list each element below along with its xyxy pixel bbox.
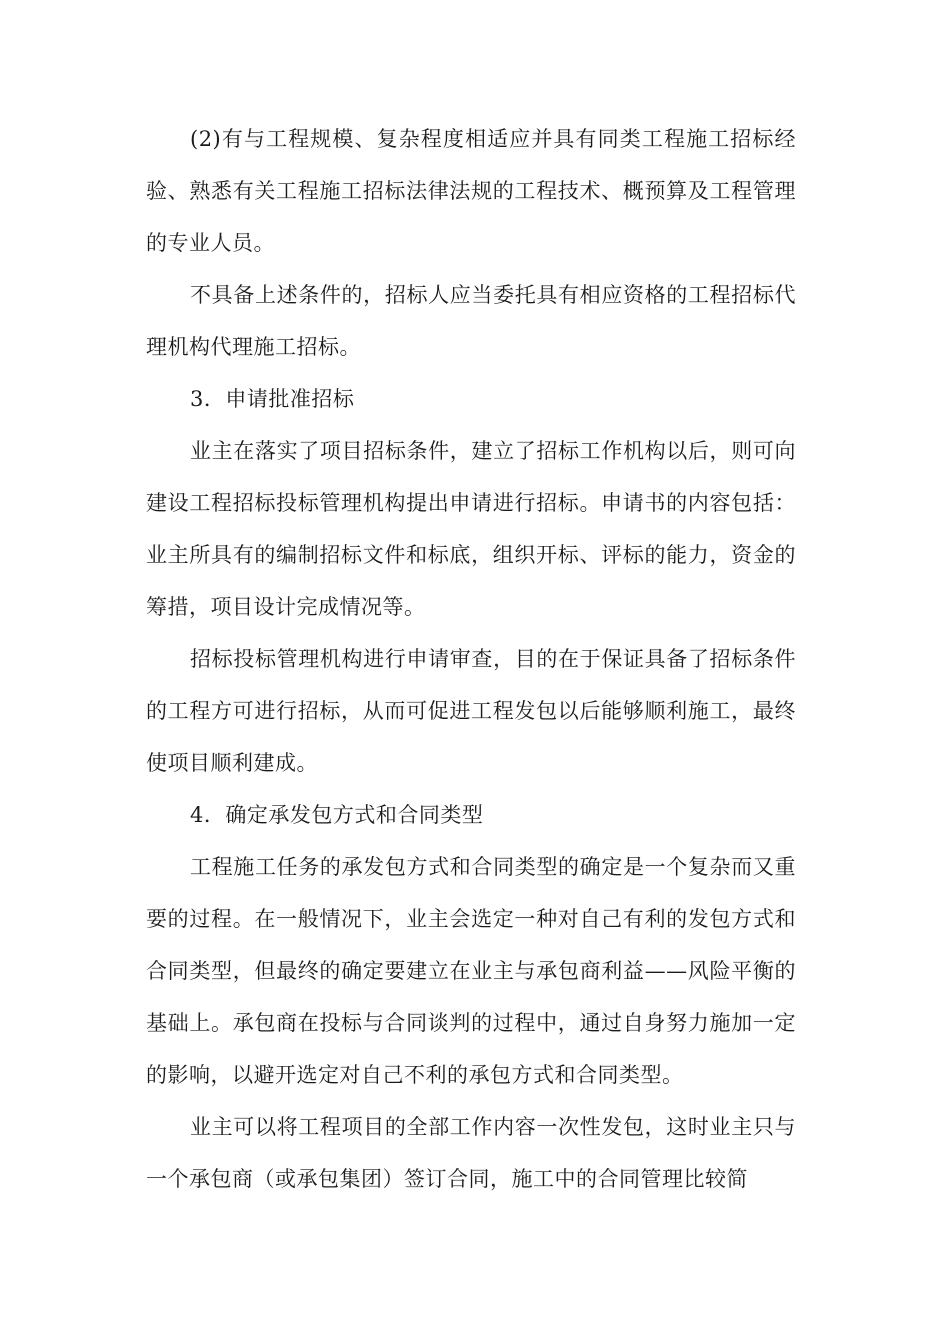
document-body — [146, 113, 796, 1205]
paragraph-contract-type: 工程施工任务的承发包方式和合同类型的确定是一个复杂而又重要的过程。在一般情况下，业主会选定一种对自己有利的发包方式和合同类型，但最终的确定要建立在业主与承包商利益——风险平衡的基础上。承包商在投标与合同谈判的过程中，通过自身努力施加一定的影响，以避开选定对自己不利的承包方式和合同类型。 — [146, 855, 796, 1087]
paragraph-review: 招标投标管理机构进行申请审查，目的在于保证具备了招标条件的工程方可进行招标，从而可促进工程发包以后能够顺利施工，最终使项目顺利建成。 — [146, 647, 796, 775]
paragraph-application: 业主在落实了项目招标条件，建立了招标工作机构以后，则可向建设工程招标投标管理机构提出申请进行招标。申请书的内容包括：业主所具有的编制招标文件和标底，组织开标、评标的能力，资金的筹措，项目设计完成情况等。 — [146, 439, 796, 619]
section-heading-3: 3．申请批准招标 — [190, 387, 355, 411]
paragraph-one-time-contract: 业主可以将工程项目的全部工作内容一次性发包，这时业主只与一个承包商（或承包集团）签订合同，施工中的合同管理比较简 — [146, 1115, 796, 1191]
paragraph-qualification: (2)有与工程规模、复杂程度相适应并具有同类工程施工招标经验、熟悉有关工程施工招标法律法规的工程技术、概预算及工程管理的专业人员。 — [146, 127, 796, 255]
section-heading-4: 4．确定承发包方式和合同类型 — [190, 803, 484, 827]
paragraph-agency: 不具备上述条件的，招标人应当委托具有相应资格的工程招标代理机构代理施工招标。 — [146, 283, 796, 359]
